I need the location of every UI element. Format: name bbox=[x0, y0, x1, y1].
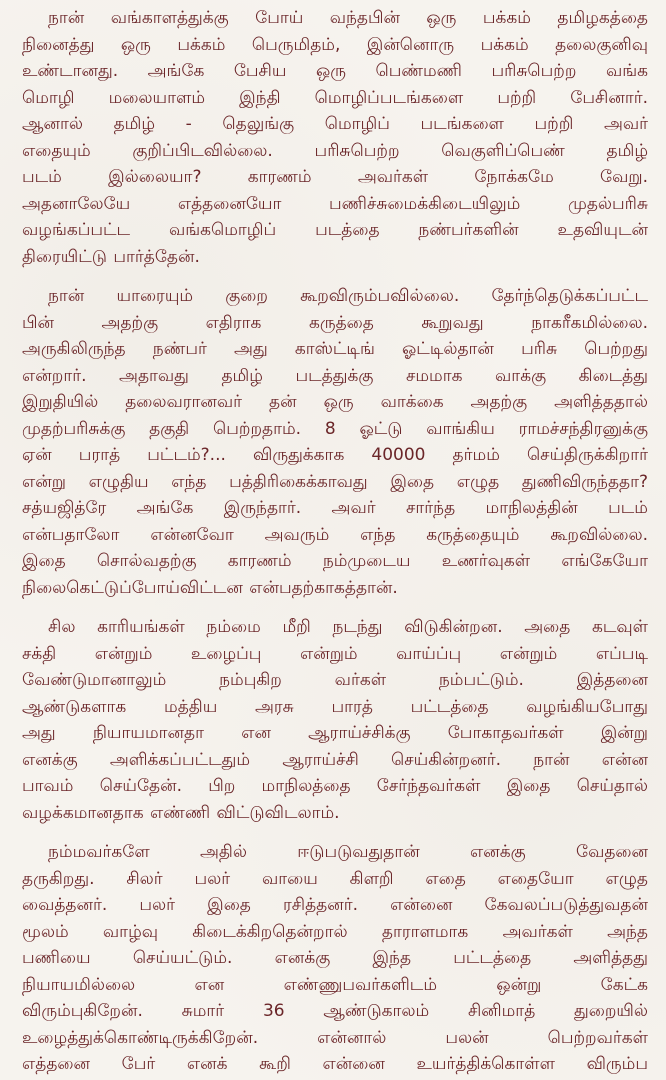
text-line: முதற்பரிசுக்கு தகுதி பெற்றதாம். 8 ஓட்டு வாங்கிய ராமச்சந்திரனுக்கு bbox=[22, 418, 648, 439]
text-line: நான் வங்காளத்துக்கு போய் வந்தபின் ஒரு பக்கம் தமிழகத்தை bbox=[48, 8, 648, 28]
text-line: மொழி மலையாளம் இந்தி மொழிப்படங்களை பற்றி பேசினார். bbox=[22, 87, 648, 108]
text-line: என்றார். அதாவது தமிழ் படத்துக்கு சமமாக வாக்கு கிடைத்து bbox=[22, 365, 648, 386]
text-line: நிலைகெட்டுப்போய்விட்டன என்பதற்காகத்தான். bbox=[22, 577, 398, 598]
paragraph bbox=[22, 283, 648, 601]
paragraph bbox=[22, 614, 648, 826]
text-line: சத்யஜித்ரே அங்கே இருந்தார். அவர் சார்ந்த மாநிலத்தின் படம் bbox=[22, 498, 648, 518]
text-line: வேண்டுமானாலும் நம்புகிற வர்கள் நம்பட்டும். இத்தனை bbox=[22, 670, 648, 690]
text-line: சில காரியங்கள் நம்மை மீறி நடந்து விடுகின்றன. அதை கடவுள் bbox=[48, 617, 648, 637]
text-line: அருகிலிருந்த நண்பர் அது காஸ்ட்டிங் ஓட்டில்தான் பரிசு பெற்றது bbox=[22, 339, 648, 359]
text-line: விரும்புகிறேன். சுமார் 36 ஆண்டுகாலம் சினிமாத் துறையில் bbox=[22, 1001, 648, 1021]
text-line: பாவம் செய்தேன். பிற மாநிலத்தை சேர்ந்தவர்கள் இதை செய்தால் bbox=[22, 776, 648, 796]
text-line: பணியை செய்யட்டும். எனக்கு இந்த பட்டத்தை அளித்தது bbox=[22, 948, 648, 968]
text-line: இறுதியில் தலைவரானவர் தன் ஒரு வாக்கை அதற்கு அளித்ததால் bbox=[22, 392, 648, 412]
text-line: இதை சொல்வதற்கு காரணம் நம்முடைய உணர்வுகள் எங்கேயோ bbox=[22, 551, 648, 571]
text-line: வழக்கமானதாக எண்ணி விட்டுவிடலாம். bbox=[22, 802, 340, 823]
text-line: என்பதாலோ என்னவோ அவரும் எந்த கருத்தையும் கூறவில்லை. bbox=[22, 524, 648, 545]
text-line: அதனாலேயே எத்தனையோ பணிச்சுமைக்கிடையிலும் முதல்பரிசு bbox=[22, 193, 648, 214]
text-line: வைத்தனர். பலர் இதை ரசித்தனர். என்னை கேவலப்படுத்துவதன் bbox=[22, 895, 648, 915]
text-line: உழைத்துக்கொண்டிருக்கிறேன். என்னால் பலன் பெற்றவர்கள் bbox=[22, 1027, 648, 1048]
text-line: மூலம் வாழ்வு கிடைக்கிறதென்றால் தாராளமாக அவர்கள் அந்த bbox=[22, 921, 648, 942]
text-line: நியாயமில்லை என எண்ணுபவர்களிடம் ஒன்று கேட்க bbox=[22, 974, 648, 995]
text-line: எனக்கு அளிக்கப்பட்டதும் ஆராய்ச்சி செய்கின்றனர். நான் என்ன bbox=[22, 749, 648, 770]
text-line: நம்மவர்களே அதில் ஈடுபடுவதுதான் எனக்கு வேதனை bbox=[48, 842, 648, 862]
text-line: தருகிறது. சிலர் பலர் வாயை கிளறி எதை எதையோ எழுத bbox=[22, 868, 648, 889]
paragraph bbox=[22, 839, 648, 1078]
text-line: பின் அதற்கு எதிராக கருத்தை கூறுவது நாகரீகமில்லை. bbox=[22, 312, 648, 333]
text-line: என்று எழுதிய எந்த பத்திரிகைக்காவது இதை எழுத துணிவிருந்ததா? bbox=[22, 471, 648, 492]
text-line: எத்தனை பேர் எனக் கூறி என்னை உயர்த்திக்கொள்ள விரும்ப bbox=[22, 1054, 648, 1074]
text-line: வழங்கப்பட்ட வங்கமொழிப் படத்தை நண்பர்களின் உதவியுடன் bbox=[22, 220, 648, 240]
text-line: அது நியாயமானதா என ஆராய்ச்சிக்கு போகாதவர்கள் இன்று bbox=[22, 723, 648, 743]
paragraph bbox=[22, 5, 648, 270]
text-line: படம் இல்லையா? காரணம் அவர்கள் நோக்கமே வேறு. bbox=[22, 167, 648, 187]
text-line: நினைத்து ஒரு பக்கம் பெருமிதம், இன்னொரு பக்கம் தலைகுனிவு bbox=[22, 34, 648, 55]
text-line: எதையும் குறிப்பிடவில்லை. பரிசுபெற்ற வெகுளிப்பெண் தமிழ் bbox=[22, 140, 648, 161]
text-line: ஆனால் தமிழ் - தெலுங்கு மொழிப் படங்களை பற்றி அவர் bbox=[22, 114, 648, 134]
text-line: நான் யாரையும் குறை கூறவிரும்பவில்லை. தேர்ந்தெடுக்கப்பட்ட bbox=[48, 286, 648, 306]
text-line: ஏன் பராத் பட்டம்?... விருதுக்காக 40000 தர்மம் செய்திருக்கிறார் bbox=[22, 445, 648, 465]
text-line: திரையிட்டு பார்த்தேன். bbox=[22, 246, 200, 267]
text-line: உண்டானது. அங்கே பேசிய ஒரு பெண்மணி பரிசுபெற்ற வங்க bbox=[22, 61, 648, 81]
text-line: சக்தி என்றும் உழைப்பு என்றும் வாய்ப்பு என்றும் எப்படி bbox=[22, 643, 648, 664]
text-line: ஆண்டுகளாக மத்திய அரசு பாரத் பட்டத்தை வழங்கியபோது bbox=[22, 696, 648, 717]
